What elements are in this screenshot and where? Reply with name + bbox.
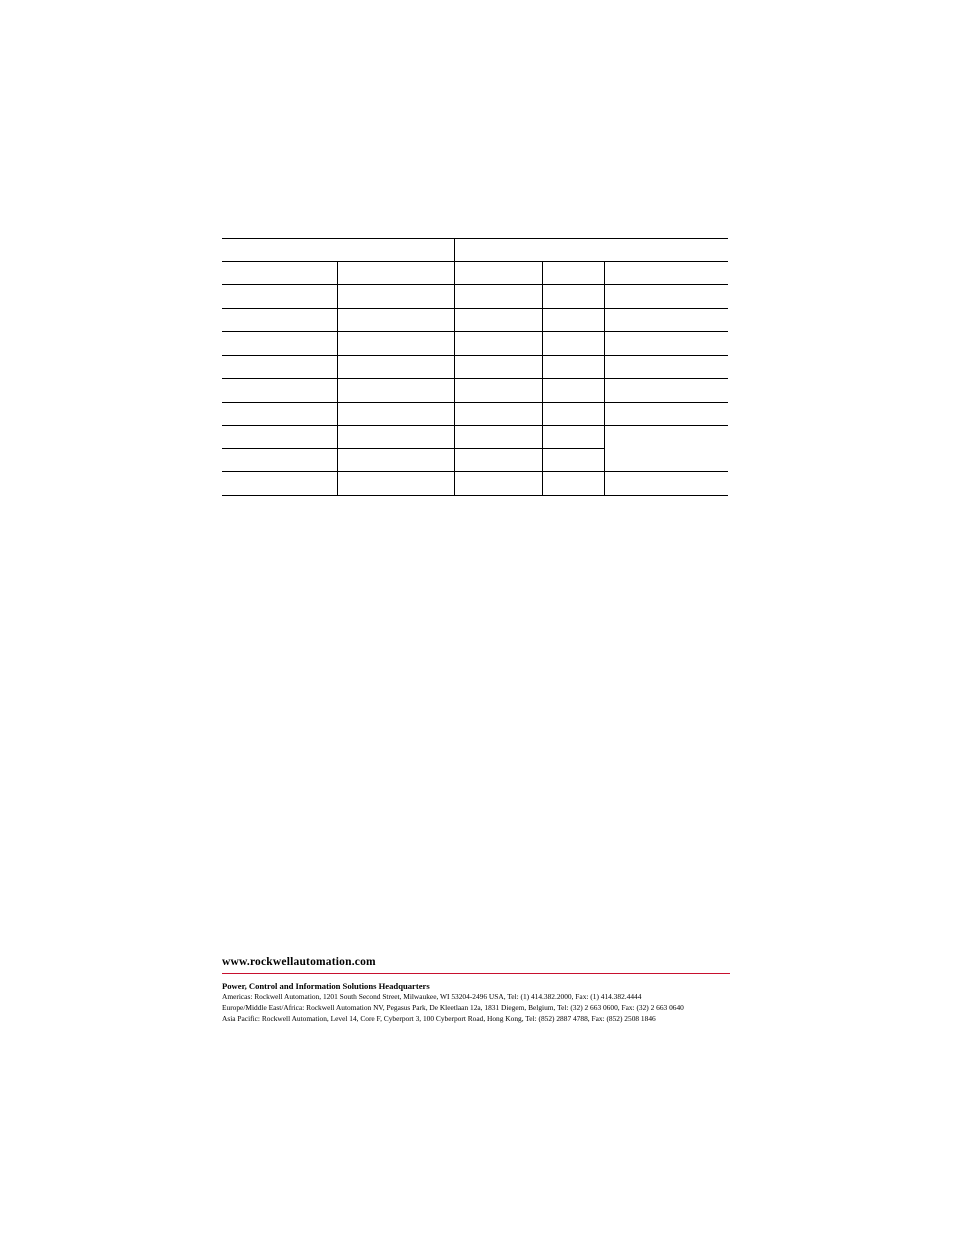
footer-divider [222,973,730,974]
headquarters-title: Power, Control and Information Solutions Headquarters [222,981,430,991]
office-asia-pacific: Asia Pacific: Rockwell Automation, Level 14, Core F, Cyberport 3, 100 Cyberport Road, Hong Kong, Tel: (852) 2887 4788, Fax: (852) 2508 1846 [222,1014,656,1023]
office-americas: Americas: Rockwell Automation, 1201 South Second Street, Milwaukee, WI 53204-2496 USA, Tel: (1) 414.382.2000, Fax: (1) 414.382.4444 [222,992,642,1001]
page-footer [222,954,730,1024]
office-emea: Europe/Middle East/Africa: Rockwell Automation NV, Pegasus Park, De Kleetlaan 12a, 1831 Diegem, Belgium, Tel: (32) 2 663 0600, Fax: (32) 2 663 0640 [222,1003,684,1012]
website-url[interactable]: www.rockwellautomation.com [222,956,376,968]
